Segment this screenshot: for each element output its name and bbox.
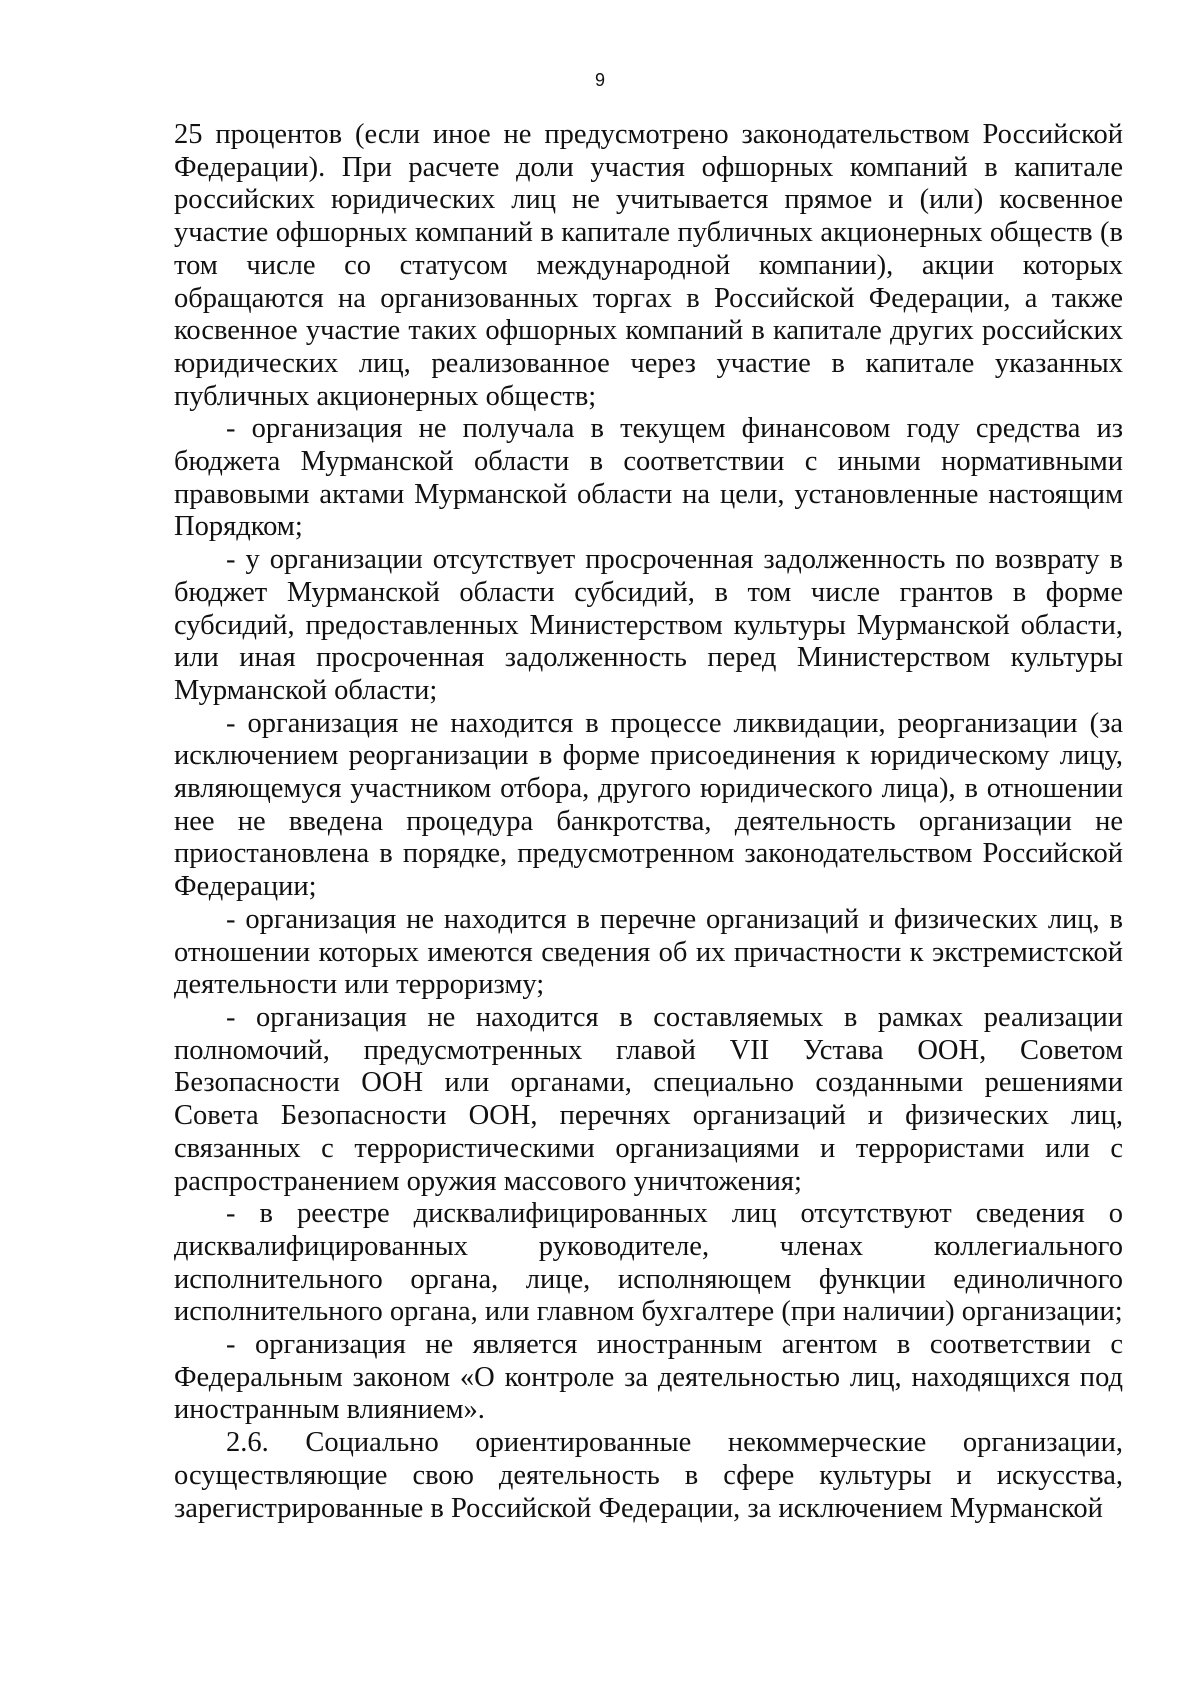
paragraph-no-overdue-debt: - у организации отсутствует просроченная задолженность по возврату в бюджет Мурманской области субсидий, в том числе грантов в форме субсидий, предоставленных Министерством культуры Мурманской области, или иная просроченная задолженность перед Министерством культуры Мурманской области;	[174, 544, 1123, 706]
paragraph-no-liquidation: - организация не находится в процессе ликвидации, реорганизации (за исключением реорганизации в форме присоединения к юридическому лицу, являющемуся участником отбора, другого юридического лица), в отношении нее не введена процедура банкротства, деятельность организации не приостановлена в порядке, предусмотренном законодательством Российской Федерации;	[174, 707, 1123, 903]
paragraph-offshore-continuation: 25 процентов (если иное не предусмотрено законодательством Российской Федерации). При расчете доли участия офшорных компаний в капитале российских юридических лиц не учитывается прямое и (или) косвенное участие офшорных компаний в капитале публичных акционерных обществ (в том числе со статусом международной компании), акции которых обращаются на организованных торгах в Российской Федерации, а также косвенное участие таких офшорных компаний в капитале других российских юридических лиц, реализованное через участие в капитале указанных публичных акционерных обществ;	[174, 119, 1123, 412]
paragraph-no-regional-budget-funds: - организация не получала в текущем финансовом году средства из бюджета Мурманской области в соответствии с иными нормативными правовыми актами Мурманской области на цели, установленные настоящим Порядком;	[174, 413, 1123, 543]
paragraph-no-extremism-list: - организация не находится в перечне организаций и физических лиц, в отношении которых имеются сведения об их причастности к экстремистской деятельности или терроризму;	[174, 903, 1123, 1001]
paragraph-section-2-6: 2.6. Социально ориентированные некоммерческие организации, осуществляющие свою деятельность в сфере культуры и искусства, зарегистрированные в Российской Федерации, за исключением Мурманской	[174, 1427, 1123, 1524]
paragraph-not-foreign-agent: - организация не является иностранным агентом в соответствии с Федеральным законом «О контроле за деятельностью лиц, находящихся под иностранным влиянием».	[174, 1329, 1123, 1426]
paragraph-no-disqualified-persons: - в реестре дисквалифицированных лиц отсутствуют сведения о дисквалифицированных руководителе, членах коллегиального исполнительного органа, лице, исполняющем функции единоличного исполнительного органа, или главном бухгалтере (при наличии) организации;	[174, 1198, 1123, 1328]
body-text	[174, 119, 1123, 1525]
page-number: 9	[594, 70, 605, 90]
paragraph-no-un-sanctions-list: - организация не находится в составляемых в рамках реализации полномочий, предусмотренных главой VII Устава ООН, Советом Безопасности ООН или органами, специально созданными решениями Совета Безопасности ООН, перечнях организаций и физических лиц, связанных с террористическими организациями и террористами или с распространением оружия массового уничтожения;	[174, 1001, 1123, 1197]
